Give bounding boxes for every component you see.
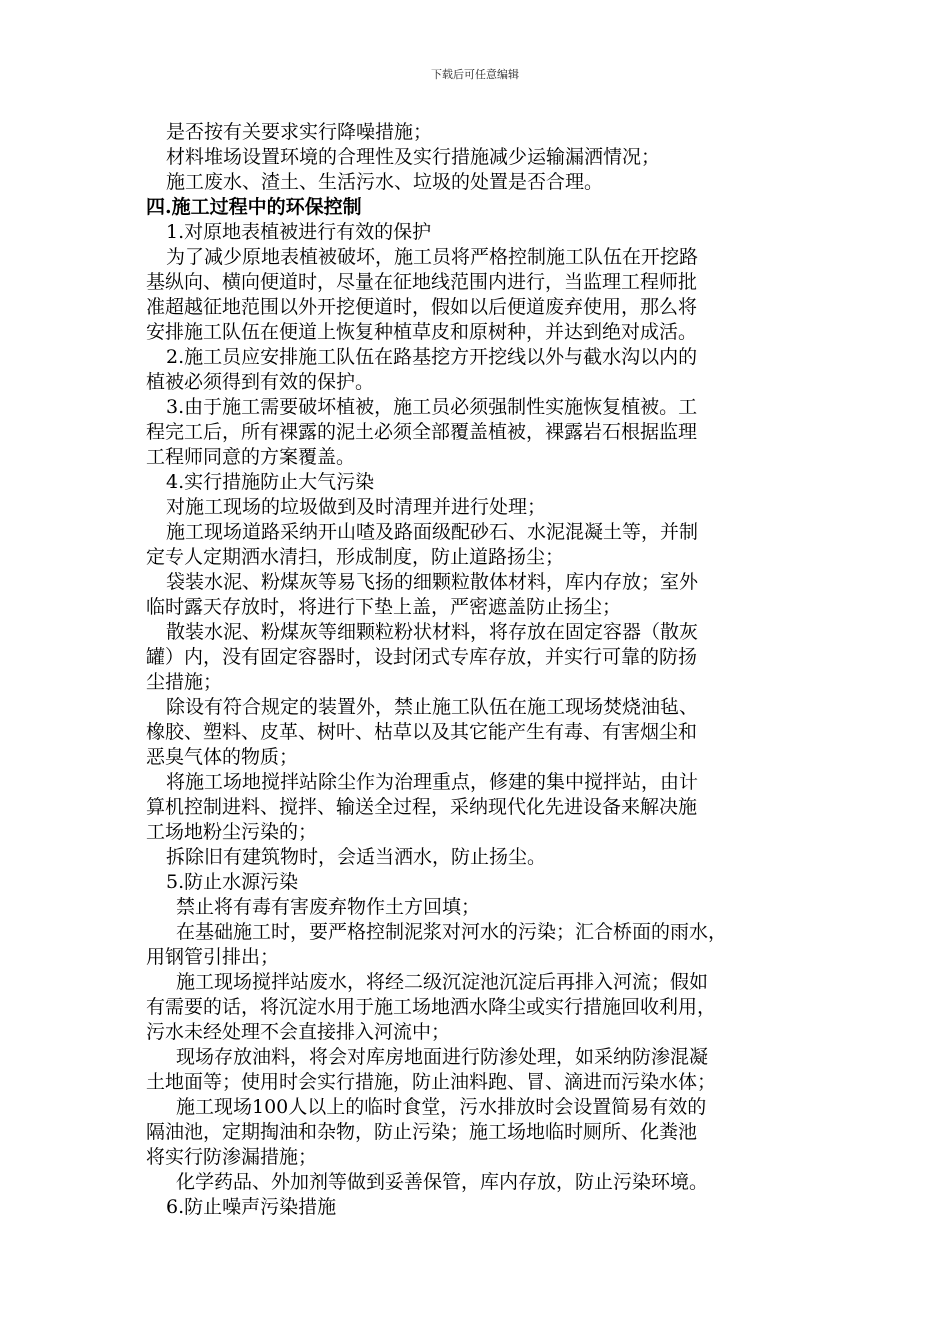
text-line: 3.由于施工需要破坏植被，施工员必须强制性实施恢复植被。工	[166, 396, 698, 418]
text-line: 程完工后，所有裸露的泥土必须全部覆盖植被，裸露岩石根据监理	[146, 421, 698, 443]
page-header: 下载后可任意编辑	[431, 68, 519, 81]
text-line: 橡胶、塑料、皮革、树叶、枯草以及其它能产生有毒、有害烟尘和	[146, 721, 698, 743]
text-line: 准超越征地范围以外开挖便道时，假如以后便道废弃使用，那么将	[146, 296, 698, 318]
text-line: 现场存放油料，将会对库房地面进行防渗处理，如采纳防渗混凝	[176, 1046, 709, 1068]
text-line: 化学药品、外加剂等做到妥善保管，库内存放，防止污染环境。	[176, 1171, 709, 1193]
text-line: 1.对原地表植被进行有效的保护	[166, 221, 432, 243]
text-line: 定专人定期洒水清扫，形成制度，防止道路扬尘；	[146, 546, 565, 568]
text-line: 土地面等；使用时会实行措施，防止油料跑、冒、滴进而污染水体；	[146, 1071, 717, 1093]
text-line: 将施工场地搅拌站除尘作为治理重点，修建的集中搅拌站，由计	[166, 771, 699, 793]
text-line: 禁止将有毒有害废弃物作土方回填；	[176, 896, 481, 918]
text-line: 6.防止噪声污染措施	[166, 1196, 337, 1218]
text-line: 拆除旧有建筑物时，会适当洒水，防止扬尘。	[166, 846, 547, 868]
text-line: 施工现场100人以上的临时食堂，污水排放时会设置简易有效的	[176, 1096, 707, 1118]
text-line: 基纵向、横向便道时，尽量在征地线范围内进行，当监理工程师批	[146, 271, 698, 293]
text-line: 尘措施；	[146, 671, 223, 693]
text-line: 算机控制进料、搅拌、输送全过程，采纳现代化先进设备来解决施	[146, 796, 698, 818]
text-line: 罐）内，没有固定容器时，设封闭式专库存放，并实行可靠的防扬	[146, 646, 698, 668]
text-line: 有需要的话，将沉淀水用于施工场地洒水降尘或实行措施回收利用，	[146, 996, 717, 1018]
text-line: 在基础施工时，要严格控制泥浆对河水的污染；汇合桥面的雨水，	[176, 921, 728, 943]
text-line: 工程师同意的方案覆盖。	[146, 446, 356, 468]
text-line: 施工废水、渣土、生活污水、垃圾的处置是否合理。	[166, 171, 604, 193]
text-line: 施工现场搅拌站废水，将经二级沉淀池沉淀后再排入河流；假如	[176, 971, 709, 993]
text-line: 散装水泥、粉煤灰等细颗粒粉状材料，将存放在固定容器（散灰	[166, 621, 699, 643]
section-heading: 四.施工过程中的环保控制	[146, 196, 362, 218]
text-line: 材料堆场设置环境的合理性及实行措施减少运输漏洒情况；	[166, 146, 661, 168]
text-line: 施工现场道路采纳开山喳及路面级配砂石、水泥混凝土等，并制	[166, 521, 699, 543]
document-body	[146, 120, 811, 1220]
text-line: 是否按有关要求实行降噪措施；	[166, 121, 433, 143]
text-line: 袋装水泥、粉煤灰等易飞扬的细颗粒散体材料，库内存放；室外	[166, 571, 699, 593]
text-line: 隔油池，定期掏油和杂物，防止污染；施工场地临时厕所、化粪池	[146, 1121, 698, 1143]
text-line: 植被必须得到有效的保护。	[146, 371, 375, 393]
text-line: 临时露天存放时，将进行下垫上盖，严密遮盖防止扬尘；	[146, 596, 622, 618]
text-line: 对施工现场的垃圾做到及时清理并进行处理；	[166, 496, 547, 518]
text-line: 将实行防渗漏措施；	[146, 1146, 318, 1168]
text-line: 污水未经处理不会直接排入河流中；	[146, 1021, 451, 1043]
text-line: 5.防止水源污染	[166, 871, 299, 893]
text-line: 安排施工队伍在便道上恢复种植草皮和原树种，并达到绝对成活。	[146, 321, 698, 343]
text-line: 除设有符合规定的装置外，禁止施工队伍在施工现场焚烧油毡、	[166, 696, 699, 718]
text-line: 用钢管引排出；	[146, 946, 280, 968]
text-line: 为了减少原地表植被破坏，施工员将严格控制施工队伍在开挖路	[166, 246, 699, 268]
text-line: 恶臭气体的物质；	[146, 746, 299, 768]
text-line: 2.施工员应安排施工队伍在路基挖方开挖线以外与截水沟以内的	[166, 346, 698, 368]
text-line: 4.实行措施防止大气污染	[166, 471, 375, 493]
text-line: 工场地粉尘污染的；	[146, 821, 318, 843]
